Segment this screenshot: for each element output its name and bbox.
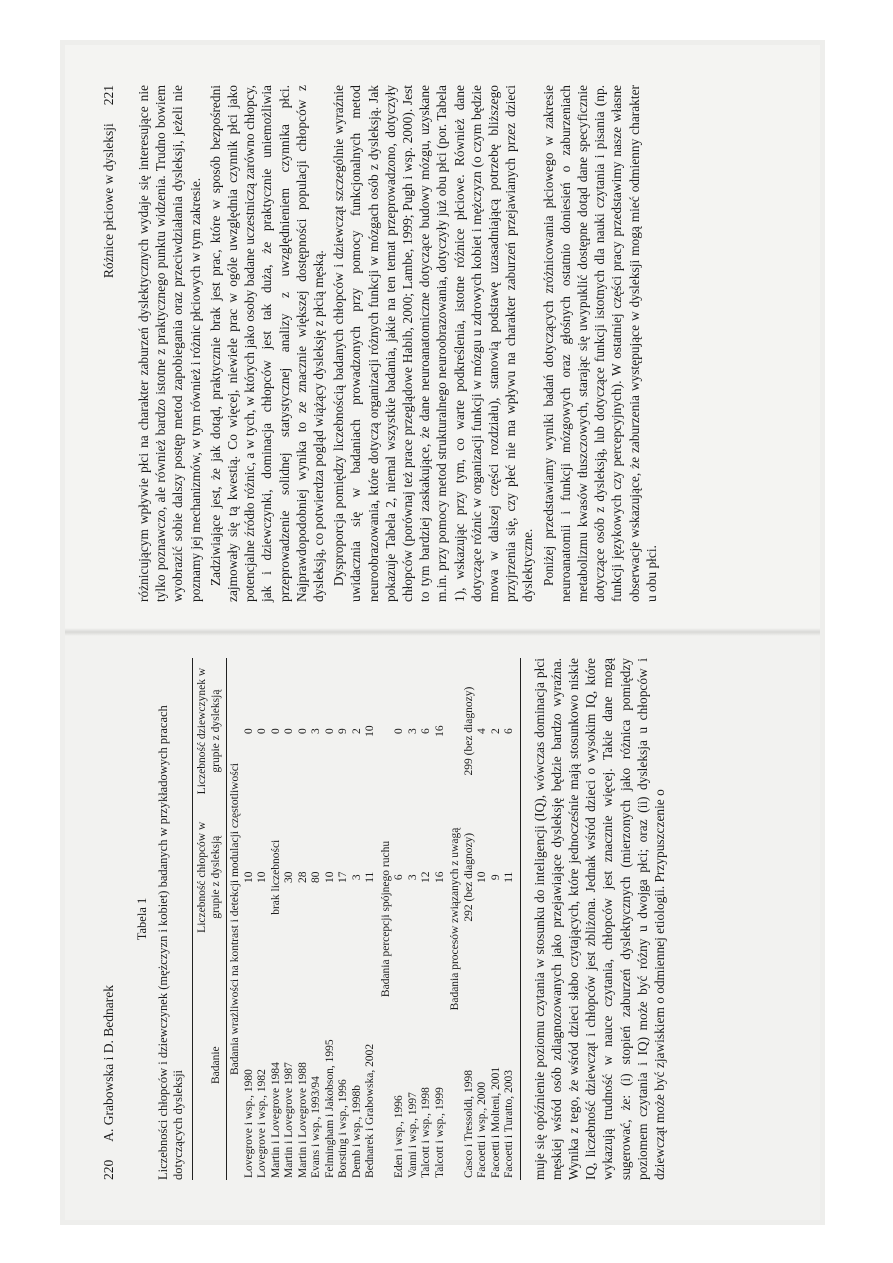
cell-girls: 10 xyxy=(364,725,376,737)
running-head-authors: A. Grabowska i D. Bednarek xyxy=(101,985,116,1142)
table-row xyxy=(407,658,421,1180)
running-head-left xyxy=(101,658,117,1180)
book-spread xyxy=(65,45,820,1220)
cell-boys: 3 xyxy=(406,874,419,881)
running-head-right xyxy=(101,85,117,602)
page-number: 221 xyxy=(101,85,116,106)
header-boys: Liczebność chłopców w grupie z dysleksją xyxy=(193,804,227,950)
cell-study: Facoetti i Turatto, 2003 xyxy=(503,950,520,1180)
table-row xyxy=(297,658,311,1180)
cell-boys: 10 xyxy=(476,871,488,883)
paragraph: Zadziwiające jest, że jak dotąd, praktycznie brak jest prac, które w sposób bezpośredni zajmowały się tą kwestią. Co więcej, niewiele prac w ogóle uwzględnia czynnik płci jako potencjalne źródło różnic, a w tych, w których jako osoby badane uczestniczą zarówno chłopcy, jak i dziewczynki, dominacja chłopców jest tak duża, że praktycznie uniemożliwia przeprowadzenie solidnej statystycznej analizy z uwzględnieniem czynnika płci. Najprawdopodobniej wynika to ze znacznie większej dostępności populacji chłopców z dysleksją, co potwierdza pogląd wiążący dysleksję z płcią męską. xyxy=(207,85,327,602)
rotated-spread xyxy=(65,45,820,1220)
header-girls: Liczebność dziewczynek w grupie z dysleksją xyxy=(193,658,227,804)
table-row xyxy=(283,658,297,1180)
cell-boys: 292 (bez diagnozy) xyxy=(462,832,475,922)
cell-boys: 3 xyxy=(350,874,363,881)
cell-boys: 6 xyxy=(393,874,405,881)
right-body-text xyxy=(135,85,660,602)
cell-girls: 3 xyxy=(310,728,322,734)
table-row xyxy=(256,658,270,1180)
table-row xyxy=(463,658,477,1180)
paragraph: Poniżej przedstawiamy wyniki badań dotyczących zróżnicowania płciowego w zakresie neuroanatomii i funkcji mózgowych oraz głośnych ostatnio doniesień o zaburzeniach metabolizmu kwasów tłuszczowych, starając się uwypuklić dostępne dotąd dane specyficznie dotyczące osób z dysleksją, lub dotyczące funkcji istotnych dla nauki czytania i pisania (np. funkcji językowych czy percepcyjnych). W ostatniej części pracy przedstawimy nasze własne obserwacje wskazujące, że zaburzenia występujące w dysleksji mogą mieć odmienny charakter u obu płci. xyxy=(540,85,659,602)
running-head-title: Różnice płciowe w dysleksji xyxy=(101,123,116,279)
cell-boys: 10 xyxy=(242,871,255,883)
cell-study: Lovegrove i wsp., 1980 xyxy=(242,1069,255,1178)
cell-study: Bednarek i Grabowska, 2002 xyxy=(364,1043,376,1178)
cell-girls: 16 xyxy=(433,725,446,737)
cell-study: Evans i wsp., 1993/94 xyxy=(310,1076,322,1178)
cell-study: Eden i wsp., 1996 xyxy=(393,1095,405,1178)
table-row xyxy=(476,658,490,1180)
cell-boys: 17 xyxy=(337,871,349,883)
cell-girls: 9 xyxy=(337,728,349,734)
cell-girls: 4 xyxy=(476,728,488,734)
cell-boys: 11 xyxy=(503,804,520,950)
table-row xyxy=(434,658,448,1180)
table-row xyxy=(270,658,284,1180)
cell-girls: 299 (bez diagnozy) xyxy=(462,686,475,776)
cell-girls: 2 xyxy=(350,728,363,734)
table-row xyxy=(351,658,365,1180)
table-row xyxy=(324,658,338,1180)
paragraph: różnicującym wpływie płci na charakter zaburzeń dyslektycznych wydaje się interesujące nie tylko poznawczo, ale również bardzo istotne z praktycznego punktu widzenia. Trudno bowiem wyobrazić sobie dalszy postęp metod zapobiegania oraz przeciwdziałania dysleksji, jeżeli nie poznamy jej mechanizmów, w tym również i różnic płciowych w tym zakresie. xyxy=(136,85,203,602)
left-page xyxy=(65,632,820,1220)
cell-study: Facoetti i Molteni, 2001 xyxy=(489,1066,502,1178)
cell-study: Martin i Lovegrove 1988 xyxy=(296,1062,309,1178)
table-row xyxy=(420,658,434,1180)
cell-boys: 10 xyxy=(256,871,268,883)
cell-study: Demb i wsp., 1998b xyxy=(350,1085,363,1178)
cell-boys: 12 xyxy=(420,871,432,883)
cell-study: Martin i Lovegrove 1987 xyxy=(283,1062,295,1178)
paragraph: muje się opóźnienie poziomu czytania w stosunku do inteligencji (IQ), wówczas dominacja płci męskiej wśród osób zdiagnozowanych jako przejawiające dysleksję będzie bardzo wyraźna. Wynika z tego, że wśród dzieci słabo czytających, które jednocześnie mają stosunkowo niskie IQ, liczebność dziewcząt i chłopców jest zbliżona. Jednak wśród dzieci o wysokim IQ, które wykazują trudność w nauce czytania, chłopców jest znacznie więcej. Takie dane mogą sugerować, że: (i) stopień zaburzeń dyslektycznych (mierzonych jako różnica pomiędzy poziomem czytania i IQ) może być różny u dwojga płci; oraz (ii) dysleksja u chłopców i dziewcząt może być zjawiskiem o odmiennej etiologii. Przypuszczenie o xyxy=(531,658,667,1180)
cell-girls: 0 xyxy=(242,728,255,734)
cell-girls: 3 xyxy=(406,728,419,734)
section-title: Badania wrażliwości na kontrast i detekcji modulacji częstotliwości xyxy=(229,763,241,1075)
cell-girls: 0 xyxy=(269,728,282,734)
table-row xyxy=(243,658,257,1180)
cell-girls: 0 xyxy=(393,728,405,734)
cell-girls: 0 xyxy=(256,728,268,734)
table-row xyxy=(364,658,378,1180)
cell-study: Casco i Tressoldi, 1998 xyxy=(462,1070,475,1178)
paragraph: Dysproporcja pomiędzy liczebnością badanych chłopców i dziewcząt szczególnie wyraźnie uwidacznia się w badaniach prowadzonych przy pomocy funkcjonalnych metod neuroobrazowania, które dotyczą organizacji różnych funkcji w mózgach osób z dysleksją. Jak pokazuje Tabela 2, niemal wszystkie badania, jakie na ten temat przeprowadzono, dotyczyły chłopców (porównaj też prace przeglądowe Habib, 2000; Lambe, 1999; Pugh i wsp. 2000). Jest to tym bardziej zaskakujące, że dane neuroanatomiczne dotyczące budowy mózgu, uzyskane m.in. przy pomocy metod strukturalnego neuroobrazowania, dotyczyły już obu płci (por. Tabela 1), wskazując przy tym, co warte podkreślenia, istotne różnice płciowe. Również dane dotyczące różnic w organizacji funkcji w mózgu u zdrowych kobiet i mężczyzn (o czym będzie mowa w dalszej części rozdziału), stanowią podstawę uzasadniającą potrzebę bliższego przyjrzenia się, czy płeć nie ma wpływu na charakter zaburzeń przejawianych przez dzieci dyslektyczne. xyxy=(331,85,536,602)
cell-girls: 0 xyxy=(283,728,295,734)
cell-study: Talcott i wsp., 1999 xyxy=(433,1087,446,1178)
header-study: Badanie xyxy=(193,950,227,1180)
table-row xyxy=(490,658,504,1180)
cell-boys: 9 xyxy=(489,874,502,881)
table-description: Liczebności chłopców i dziewczynek (mężczyzn i kobiet) badanych w przykładowych pracach dotyczących dysleksji xyxy=(156,705,185,1180)
cell-study: Vanni i wsp., 1997 xyxy=(406,1092,419,1178)
left-body-text xyxy=(531,658,669,1180)
cell-boys: 80 xyxy=(310,871,322,883)
cell-girls: 6 xyxy=(503,658,520,804)
page-number: 220 xyxy=(101,1159,116,1180)
table-caption: Tabela 1 xyxy=(135,897,149,941)
data-table xyxy=(192,658,521,1180)
table-row xyxy=(393,658,407,1180)
cell-study: Facoetti i wsp., 2000 xyxy=(476,1081,488,1178)
cell-girls: 2 xyxy=(489,728,502,734)
cell-boys: brak liczebności xyxy=(269,839,282,915)
section-title: Badania procesów związanych z uwagą xyxy=(449,827,461,1011)
section-title: Badania percepcji spójnego ruchu xyxy=(379,840,392,998)
cell-boys: 11 xyxy=(364,871,376,883)
cell-study: Lovegrove i wsp., 1982 xyxy=(256,1069,268,1178)
table-row xyxy=(310,658,324,1180)
cell-boys: 16 xyxy=(433,871,446,883)
cell-girls: 6 xyxy=(420,728,432,734)
right-page xyxy=(65,45,820,632)
cell-study: Felmingham i Jakobson, 1995 xyxy=(323,1039,336,1178)
cell-boys: 30 xyxy=(283,871,295,883)
book-gutter xyxy=(65,628,820,636)
cell-study: Martin i Lovegrove 1984 xyxy=(269,1062,282,1178)
cell-boys: 28 xyxy=(296,871,309,883)
cell-girls: 0 xyxy=(296,728,309,734)
cell-study: Borsting i wsp., 1996 xyxy=(337,1079,349,1178)
cell-girls: 0 xyxy=(323,728,336,734)
table-header-row xyxy=(193,658,227,1180)
table-row xyxy=(337,658,351,1180)
table-row xyxy=(503,658,520,1180)
cell-boys: 10 xyxy=(323,871,336,883)
cell-study: Talcott i wsp., 1998 xyxy=(420,1087,432,1178)
